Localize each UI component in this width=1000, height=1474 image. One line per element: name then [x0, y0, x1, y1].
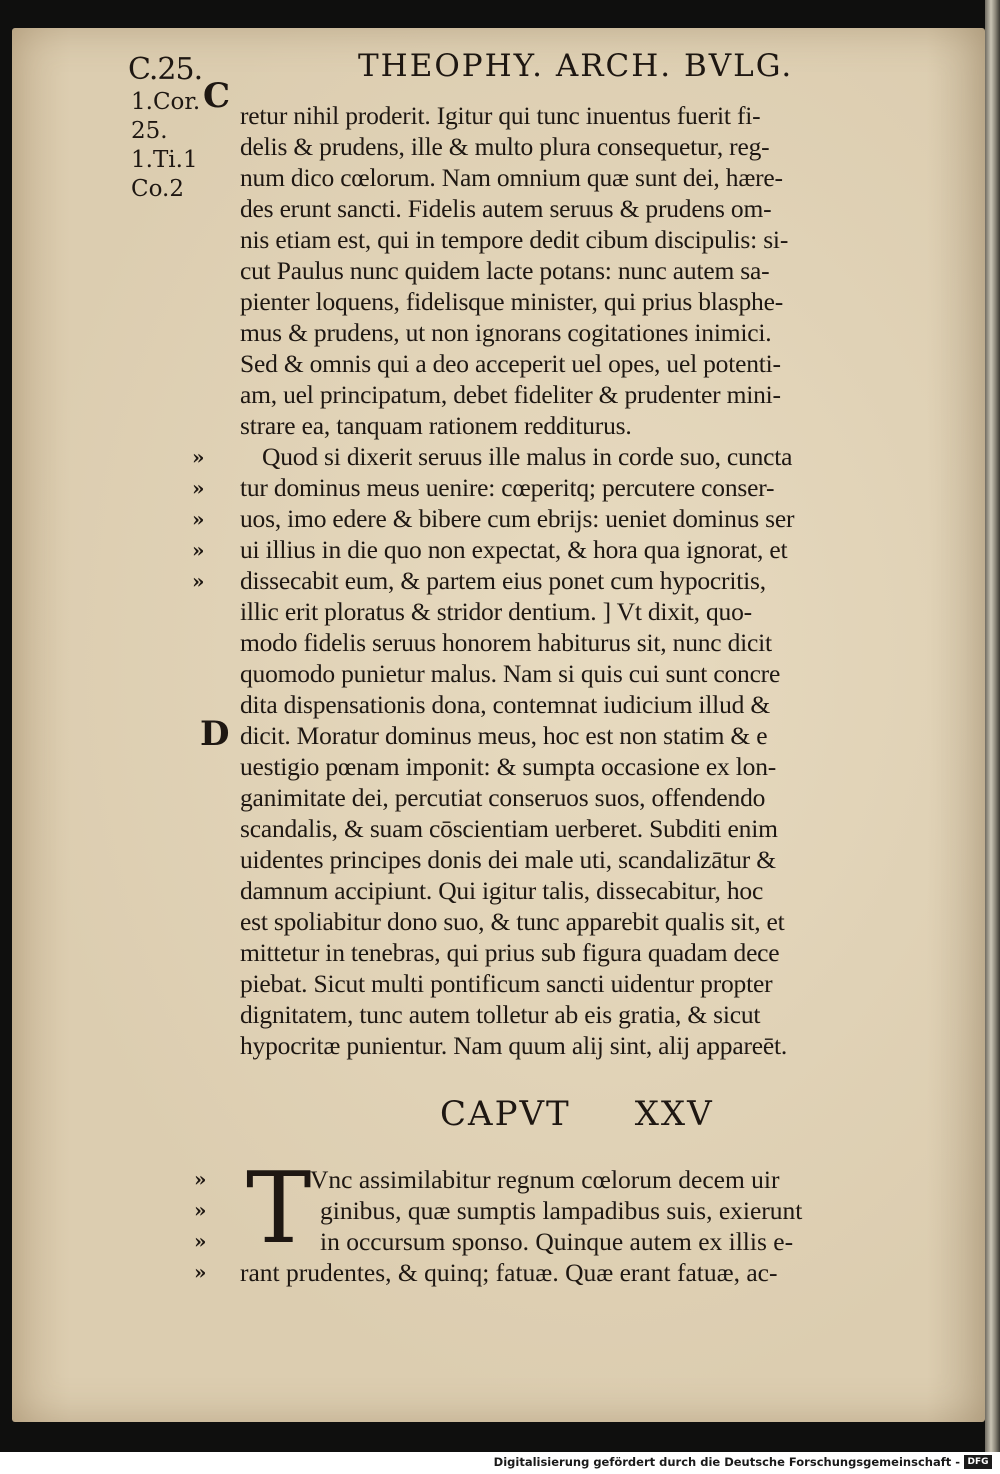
text-line: uestigio pœnam imponit: & sumpta occasione ex lon-	[240, 752, 777, 781]
chapter-text	[240, 1164, 930, 1288]
text-line: nis etiam est, qui in tempore dedit cibum discipulis: si-	[240, 225, 789, 254]
quote-mark: »	[192, 476, 205, 500]
text-line: dicit. Moratur dominus meus, hoc est non statim & e	[240, 721, 768, 750]
text-line: pienter loquens, fidelisque minister, qui prius blasphe-	[240, 287, 784, 316]
text-line: uos, imo edere & bibere cum ebrijs: ueniet dominus ser	[240, 504, 795, 533]
margin-note: 1.Ti.1	[131, 147, 198, 173]
text-line: ui illius in die quo non expectat, & hora qua ignorat, et	[240, 535, 788, 564]
folio-signature: C.25.	[128, 52, 203, 87]
quote-marks-column	[192, 442, 205, 597]
quote-mark: »	[194, 1198, 207, 1222]
quote-mark: »	[194, 1229, 207, 1253]
quote-mark: »	[194, 1167, 207, 1191]
page-edge	[985, 0, 1000, 1452]
text-line: damnum accipiunt. Qui igitur talis, dissecabitur, hoc	[240, 876, 764, 905]
text-line: ganimitate dei, percutiat conseruos suos, offendendo	[240, 783, 766, 812]
text-line: am, uel principatum, debet fideliter & prudenter mini-	[240, 380, 781, 409]
text-line: Quod si dixerit seruus ille malus in corde suo, cuncta	[262, 442, 793, 471]
text-line: retur nihil proderit. Igitur qui tunc inuentus fuerit fi-	[240, 101, 761, 130]
text-line: uidentes principes donis dei male uti, scandalizātur &	[240, 845, 776, 874]
text-line: dita dispensationis dona, contemnat iudicium illud &	[240, 690, 770, 719]
text-line: delis & prudens, ille & multo plura consequetur, reg-	[240, 132, 770, 161]
text-line: piebat. Sicut multi pontificum sancti uidentur propter	[240, 969, 773, 998]
text-line: est spoliabitur dono suo, & tunc apparebit qualis sit, et	[240, 907, 785, 936]
quote-marks-column	[194, 1164, 207, 1288]
text-line: modo fidelis seruus honorem habiturus sit, nunc dicit	[240, 628, 772, 657]
text-line: illic erit ploratus & stridor dentium. ] Vt dixit, quo-	[240, 597, 752, 626]
text-line: ginibus, quæ sumptis lampadibus suis, exierunt	[320, 1196, 803, 1225]
quote-mark: »	[192, 507, 205, 531]
footer-credit: Digitalisierung gefördert durch die Deutsche Forschungsgemeinschaft -	[493, 1455, 960, 1469]
text-line: mus & prudens, ut non ignorans cogitationes inimici.	[240, 318, 772, 347]
chapter-heading: CAPVT XXV	[440, 1094, 714, 1134]
margin-note: Co.2	[131, 176, 184, 202]
text-line: dissecabit eum, & partem eius ponet cum hypocritis,	[240, 566, 766, 595]
margin-note: 1.Cor.	[131, 89, 201, 115]
text-line: mittetur in tenebras, qui prius sub figura quadam dece	[240, 938, 780, 967]
text-line: num dico cœlorum. Nam omnium quæ sunt dei, hære-	[240, 163, 783, 192]
text-line: in occursum sponso. Quinque autem ex illis e-	[320, 1227, 794, 1256]
text-line: dignitatem, tunc autem tolletur ab eis gratia, & sicut	[240, 1000, 761, 1029]
text-line: strare ea, tanquam rationem redditurus.	[240, 411, 632, 440]
text-line: Sed & omnis qui a deo acceperit uel opes, uel potenti-	[240, 349, 781, 378]
quote-mark: »	[192, 445, 205, 469]
text-line: quomodo punietur malus. Nam si quis cui sunt concre	[240, 659, 781, 688]
text-line: cut Paulus nunc quidem lacte potans: nunc autem sa-	[240, 256, 770, 285]
text-line: Vnc assimilabitur regnum cœlorum decem uir	[310, 1165, 780, 1194]
footer-bar	[0, 1452, 1000, 1474]
section-mark-c: C	[203, 76, 231, 116]
text-line: des erunt sancti. Fidelis autem seruus & prudens om-	[240, 194, 772, 223]
quote-mark: »	[192, 569, 205, 593]
quote-mark: »	[192, 538, 205, 562]
margin-note: 25.	[131, 118, 168, 144]
dfg-logo: DFG	[964, 1455, 992, 1469]
quote-mark: »	[194, 1260, 207, 1284]
chapter-initial: T	[246, 1152, 312, 1266]
text-line: hypocritæ punientur. Nam quum alij sint, alij appareēt.	[240, 1031, 788, 1060]
text-line: rant prudentes, & quinq; fatuæ. Quæ erant fatuæ, ac-	[240, 1258, 778, 1287]
running-head: THEOPHY. ARCH. BVLG.	[358, 48, 794, 84]
body-text	[240, 100, 920, 1061]
text-line: tur dominus meus uenire: cœperitq; percutere conser-	[240, 473, 775, 502]
text-line: scandalis, & suam cōscientiam uerberet. Subditi enim	[240, 814, 778, 843]
section-mark-d: D	[200, 714, 230, 754]
